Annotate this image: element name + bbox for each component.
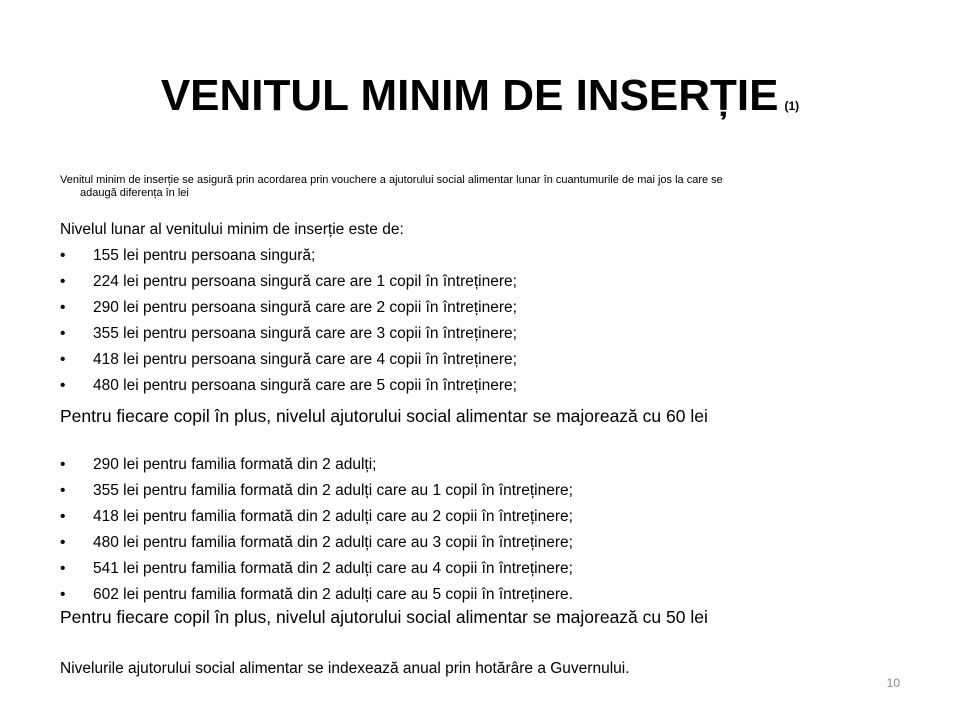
family-note: Pentru fiecare copil în plus, nivelul ajutorului social alimentar se majorează cu 50 lei <box>60 607 708 627</box>
intro-line-2: adaugă diferența în lei <box>80 187 189 199</box>
intro-line-1: Venitul minim de inserție se asigură prin acordarea prin vouchere a ajutorului social alimentar lunar în cuantumurile de mai jos la care se <box>60 174 723 186</box>
slide-title <box>60 66 900 136</box>
title-text: VENITUL MINIM DE INSERȚIE <box>160 71 779 120</box>
bullet-icon: • <box>60 299 66 316</box>
list-item-text: 155 lei pentru persoana singură; <box>93 247 316 264</box>
single-person-note: Pentru fiecare copil în plus, nivelul ajutorului social alimentar se majorează cu 60 lei <box>60 406 708 426</box>
list-item-text: 290 lei pentru familia formată din 2 adulți; <box>93 456 377 473</box>
lead-text: Nivelul lunar al venitului minim de inserție este de: <box>60 221 404 238</box>
list-item-text: 541 lei pentru familia formată din 2 adulți care au 4 copii în întreținere; <box>93 560 573 577</box>
list-item-text: 224 lei pentru persoana singură care are 1 copil în întreținere; <box>93 273 517 290</box>
bullet-icon: • <box>60 534 66 551</box>
bullet-icon: • <box>60 247 66 264</box>
intro-paragraph <box>60 174 890 200</box>
bullet-icon: • <box>60 456 66 473</box>
list-item-text: 290 lei pentru persoana singură care are 2 copii în întreținere; <box>93 299 517 316</box>
page-number: 10 <box>886 676 900 690</box>
bullet-icon: • <box>60 482 66 499</box>
list-item-text: 418 lei pentru familia formată din 2 adulți care au 2 copii în întreținere; <box>93 508 573 525</box>
list-item-text: 355 lei pentru familia formată din 2 adulți care au 1 copil în întreținere; <box>93 482 573 499</box>
bullet-icon: • <box>60 325 66 342</box>
title-footnote-marker: (1) <box>784 99 800 113</box>
list-item-text: 602 lei pentru familia formată din 2 adulți care au 5 copii în întreținere. <box>93 586 573 603</box>
bullet-icon: • <box>60 273 66 290</box>
bullet-icon: • <box>60 508 66 525</box>
bullet-icon: • <box>60 560 66 577</box>
list-item-text: 480 lei pentru familia formată din 2 adulți care au 3 copii în întreținere; <box>93 534 573 551</box>
list-item-text: 418 lei pentru persoana singură care are 4 copii în întreținere; <box>93 351 517 368</box>
list-item-text: 355 lei pentru persoana singură care are 3 copii în întreținere; <box>93 325 517 342</box>
bullet-icon: • <box>60 377 66 394</box>
bullet-icon: • <box>60 351 66 368</box>
bullet-icon: • <box>60 586 66 603</box>
footer-note: Nivelurile ajutorului social alimentar se indexează anual prin hotărâre a Guvernului. <box>60 660 630 677</box>
list-item-text: 480 lei pentru persoana singură care are 5 copii în întreținere; <box>93 377 517 394</box>
